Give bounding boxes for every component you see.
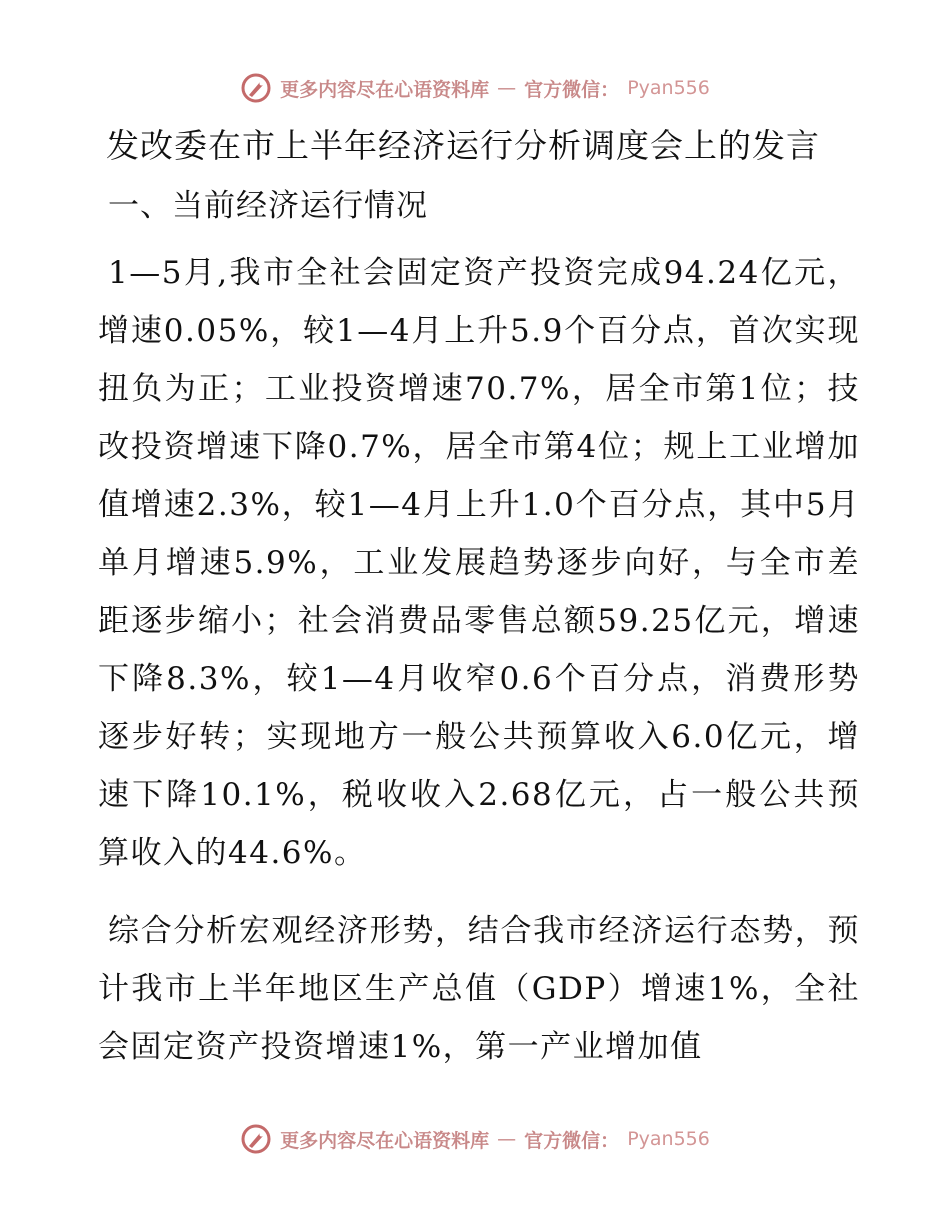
paragraph-2: 综合分析宏观经济形势，结合我市经济运行态势，预计我市上半年地区生产总值（GDP）增速1%，全社会固定资产投资增速1%，第一产业增加值 — [98, 913, 860, 1065]
document-title: 发改委在市上半年经济运行分析调度会上的发言 — [106, 126, 820, 165]
watermark-text: 更多内容尽在心语资料库 — [280, 78, 490, 101]
section-heading: 一、当前经济运行情况 — [108, 188, 428, 224]
watermark-footer — [0, 1123, 950, 1155]
watermark-header — [0, 72, 950, 104]
watermark-text: 更多内容尽在心语资料库 — [280, 1129, 490, 1152]
watermark-handle: Pyan556 — [627, 77, 710, 99]
document-body — [98, 118, 860, 1096]
watermark-separator: — — [497, 1128, 517, 1150]
watermark-wechat-label: 官方微信： — [524, 78, 620, 101]
pen-nib-icon — [240, 1123, 272, 1155]
watermark-handle: Pyan556 — [627, 1128, 710, 1150]
watermark-separator: — — [497, 77, 517, 99]
watermark-wechat-label: 官方微信： — [524, 1129, 620, 1152]
pen-nib-icon — [240, 72, 272, 104]
paragraph-1: 1—5月,我市全社会固定资产投资完成94.24亿元，增速0.05%，较1—4月上升5.9个百分点，首次实现扭负为正；工业投资增速70.7%，居全市第1位；技改投资增速下降0.7%，居全市第4位；规上工业增加值增速2.3%，较1—4月上升1.0个百分点，其中5月单月增速5.9%，工业发展趋势逐步向好，与全市差距逐步缩小；社会消费品零售总额59.25亿元，增速下降8.3%，较1—4月收窄0.6个百分点，消费形势逐步好转；实现地方一般公共预算收入6.0亿元，增速下降10.1%，税收收入2.68亿元，占一般公共预算收入的44.6%。 — [98, 255, 860, 871]
